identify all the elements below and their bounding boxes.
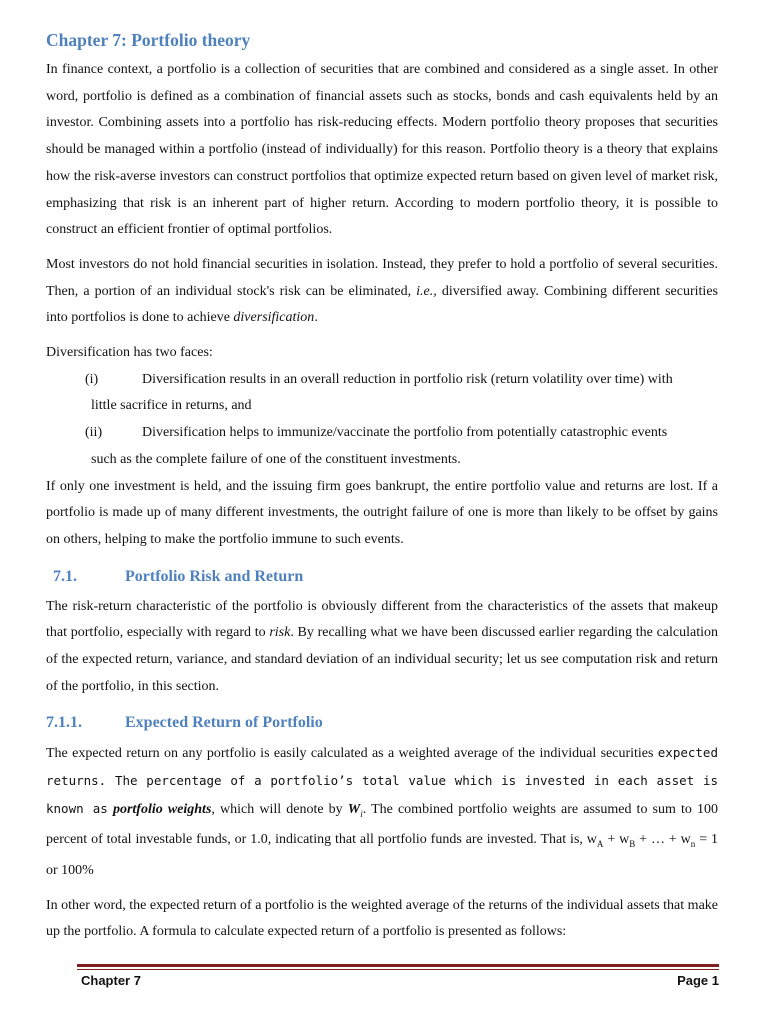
faces-intro: Diversification has two faces: (46, 345, 213, 361)
list-text-continued: such as the complete failure of one of the constituent investments. (91, 451, 461, 467)
section-title: Expected Return of Portfolio (125, 714, 323, 732)
list-text: Diversification helps to immunize/vaccinate the portfolio from potentially catastrophic events (142, 425, 668, 441)
footer-rule-thin (77, 969, 719, 970)
paragraph-risk-return: The risk-return characteristic of the portfolio is obviously different from the characteristics of the assets that makeup that portfolio, especially with regard to risk. By recalling what we have been discussed earlier regarding the calculation of the expected return, variance, and standard deviation of an individual security; let us see computation risk and return of the portfolio, in this section. (46, 598, 718, 694)
list-item-face-2 (46, 420, 718, 473)
chapter-title: Chapter 7: Portfolio theory (46, 30, 251, 50)
section-title: Portfolio Risk and Return (125, 567, 304, 585)
footer-page-number: Page 1 (677, 973, 719, 988)
footer-chapter-label: Chapter 7 (81, 973, 141, 988)
section-heading-risk-return (46, 568, 718, 590)
section-number: 7.1. (53, 567, 77, 585)
paragraph-bankruptcy: If only one investment is held, and the issuing firm goes bankrupt, the entire portfolio value and returns are lost. If a portfolio is made up of many different investments, the outright failure of one is more than likely to be offset by gains on others, helping to make the portfolio immune to such events. (46, 478, 718, 547)
section-number: 7.1.1. (46, 714, 82, 732)
section-heading-expected-return (46, 714, 718, 736)
footer-rule (77, 964, 719, 967)
list-text-continued: little sacrifice in returns, and (91, 398, 252, 414)
list-text: Diversification results in an overall reduction in portfolio risk (return volatility over time) with (142, 371, 673, 387)
document-page (46, 30, 718, 954)
paragraph-portfolio-definition: In finance context, a portfolio is a collection of securities that are combined and considered as a single asset. In other word, portfolio is defined as a combination of financial assets such as stocks, bonds and cash equivalents held by an investor. Combining assets into a portfolio has risk-reducing effects. Modern portfolio theory proposes that securities should be managed within a portfolio (instead of individually) for this reason. Portfolio theory is a theory that explains how the risk-averse investors can construct portfolios that optimize expected return based on given level of market risk, emphasizing that risk is an inherent part of higher return. According to modern portfolio theory, it is possible to construct an efficient frontier of optimal portfolios. (46, 62, 718, 238)
list-item-face-1 (46, 367, 718, 420)
paragraph-formula-intro: In other word, the expected return of a portfolio is the weighted average of the returns of the individual assets that make up the portfolio. A formula to calculate expected return of a portfolio is presented as follows: (46, 897, 718, 940)
list-number: (i) (85, 371, 99, 387)
list-number: (ii) (85, 425, 103, 441)
paragraph-expected-return: The expected return on any portfolio is easily calculated as a weighted average of the individual securities expected returns. The percentage of a portfolio’s total value which is invested in each asset is known as portfolio weights, which will denote by $W_i$. The combined portfolio weights are assumed to sum to 100 percent of total investable funds, or 1.0, indicating that all portfolio funds are invested. That is, $w_A + w_B$ + … + $w_n = 1$ or 100% (46, 745, 719, 878)
paragraph-diversification: Most investors do not hold financial securities in isolation. Instead, they prefer to hold a portfolio of several securities. Then, a portion of an individual stock's risk can be eliminated, i.e., diversified away. Combining different securities into portfolios is done to achieve diversification. (46, 256, 718, 326)
